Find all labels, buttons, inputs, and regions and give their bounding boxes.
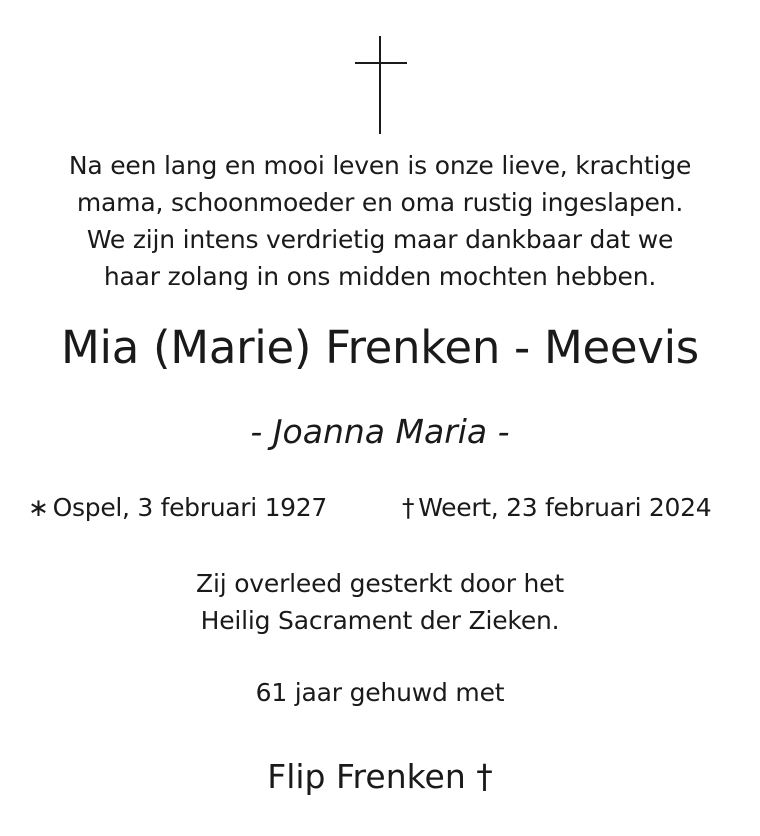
intro-line: We zijn intens verdrietig maar dankbaar dat we — [86, 225, 674, 254]
deceased-name: Mia (Marie) Frenken - Meevis — [61, 321, 699, 374]
death-text: Weert, 23 februari 2024 — [418, 493, 712, 522]
death-cross-icon: † — [402, 493, 415, 522]
sacrament-line: Zij overleed gesterkt door het — [196, 569, 564, 598]
intro-line: haar zolang in ons midden mochten hebben. — [103, 262, 657, 291]
cross-horizontal-bar — [355, 62, 407, 64]
married-line: 61 jaar gehuwd met — [255, 678, 505, 707]
death-info — [402, 490, 711, 526]
intro-line: mama, schoonmoeder en oma rustig ingeslapen. — [76, 188, 684, 217]
spouse-name: Flip Frenken † — [267, 757, 493, 796]
intro-line: Na een lang en mooi leven is onze lieve, krachtige — [68, 151, 692, 180]
birth-star-icon: ∗ — [28, 493, 49, 522]
cross-icon — [355, 36, 407, 134]
intro-text — [0, 147, 760, 295]
sacrament-text — [0, 565, 760, 639]
married-text — [0, 674, 760, 711]
cross-vertical-bar — [379, 36, 381, 134]
birth-text: Ospel, 3 februari 1927 — [52, 493, 327, 522]
given-names: - Joanna Maria - — [250, 412, 510, 451]
birth-info — [28, 490, 327, 526]
sacrament-line: Heilig Sacrament der Zieken. — [200, 606, 560, 635]
